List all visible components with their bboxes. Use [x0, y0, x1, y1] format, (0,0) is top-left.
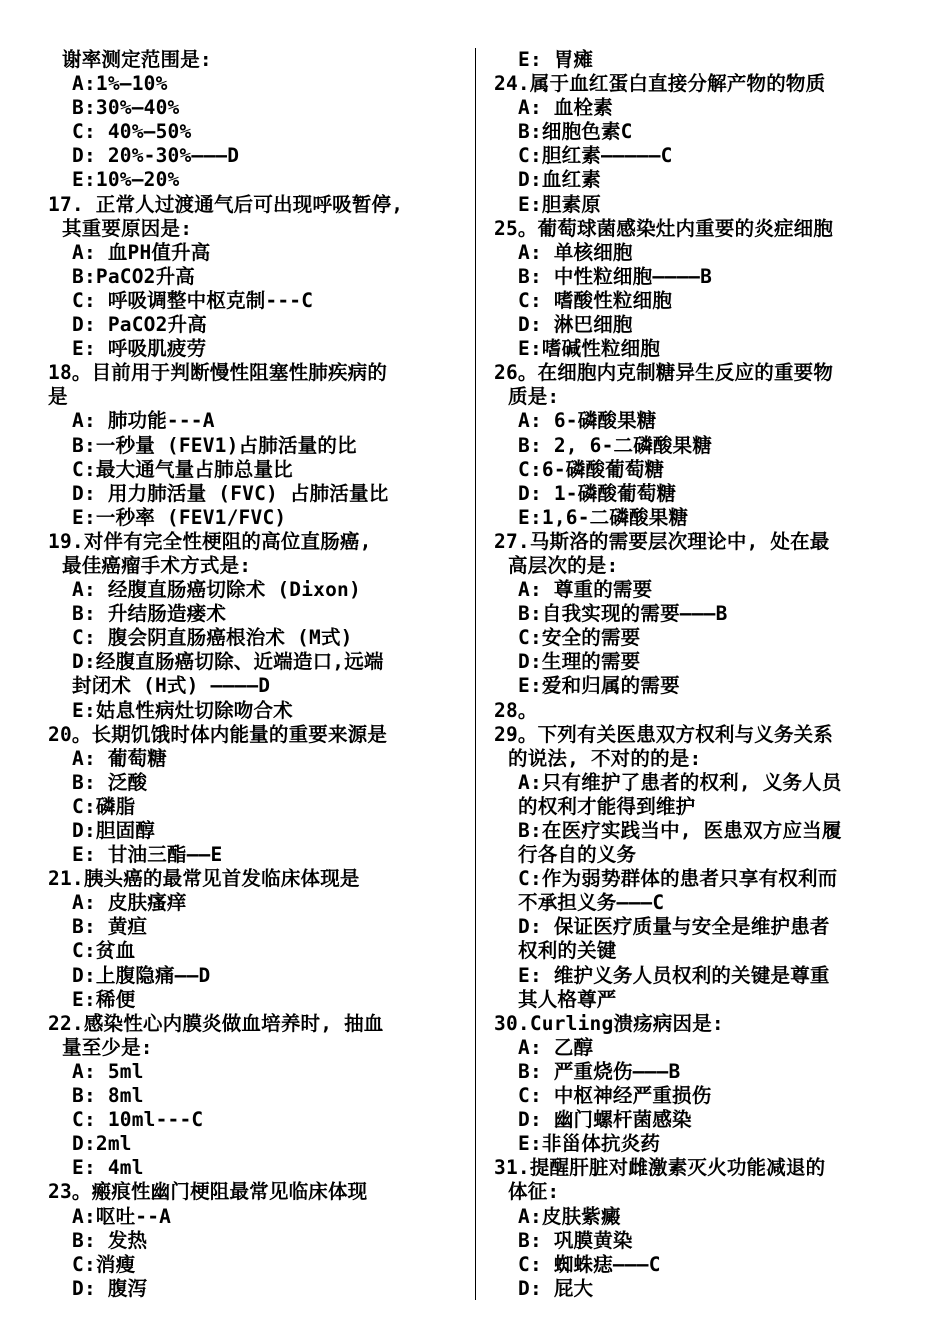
- text-line: 谢率测定范围是:: [62, 48, 212, 71]
- text-line: E:一秒率 (FEV1/FVC): [72, 505, 287, 529]
- text-line: D: 用力肺活量 (FVC) 占肺活量比: [72, 481, 389, 505]
- text-line: E:爱和归属的需要: [518, 674, 680, 698]
- column-divider: [475, 48, 476, 1300]
- text-line: A: 尊重的需要: [518, 578, 653, 602]
- right-column: [494, 48, 914, 1301]
- text-line: C:胆红素—————C: [518, 144, 673, 168]
- text-line: B:30%—40%: [72, 96, 180, 120]
- text-line: A: 血PH值升高: [72, 240, 211, 264]
- text-line: C: 腹会阴直肠癌根治术 (M式): [72, 626, 353, 650]
- text-line: E:姑息性病灶切除吻合术: [72, 698, 293, 722]
- text-line: 28。: [494, 698, 538, 722]
- text-line: E:10%—20%: [72, 168, 180, 192]
- text-line: D: PaCO2升高: [72, 313, 207, 337]
- text-line: C:作为弱势群体的患者只享有权利而: [518, 867, 838, 891]
- text-line: 是: [48, 385, 68, 409]
- text-line: C: 呼吸调整中枢克制---C: [72, 288, 314, 312]
- text-line: D: 20%-30%———D: [72, 144, 240, 168]
- text-line: 封闭术 (H式) ————D: [72, 674, 271, 698]
- text-line: C:最大通气量占肺总量比: [72, 457, 293, 481]
- left-column: [48, 48, 468, 1301]
- text-line: 最佳癌瘤手术方式是:: [62, 553, 252, 577]
- text-line: 量至少是:: [62, 1035, 153, 1059]
- text-line: 的权利才能得到维护: [518, 794, 696, 818]
- text-line: 31.提醒肝脏对雌激素灭火功能减退的: [494, 1156, 826, 1180]
- text-line: 权利的关键: [518, 939, 617, 963]
- text-line: B:一秒量 (FEV1)占肺活量的比: [72, 433, 357, 457]
- text-line: A:只有维护了患者的权利, 义务人员: [518, 770, 842, 794]
- text-line: A:皮肤紫癜: [518, 1204, 621, 1228]
- text-line: D:生理的需要: [518, 650, 641, 674]
- text-line: A: 6-磷酸果糖: [518, 409, 657, 433]
- text-line: E:嗜碱性粒细胞: [518, 337, 661, 361]
- text-line: B: 泛酸: [72, 770, 148, 794]
- text-line: D: 1-磷酸葡萄糖: [518, 481, 677, 505]
- text-line: 行各自的义务: [518, 843, 637, 867]
- text-line: A:1%—10%: [72, 72, 168, 96]
- text-line: A: 葡萄糖: [72, 746, 167, 770]
- text-line: 19.对伴有完全性梗阻的高位直肠癌,: [48, 529, 372, 553]
- text-line: A:呕吐--A: [72, 1204, 172, 1228]
- text-line: D: 屁大: [518, 1276, 594, 1300]
- text-line: 21.胰头癌的最常见首发临床体现是: [48, 867, 360, 891]
- text-line: B:自我实现的需要———B: [518, 602, 728, 626]
- text-line: 20。长期饥饿时体内能量的重要来源是: [48, 722, 388, 746]
- text-line: E: 维护义务人员权利的关键是尊重: [518, 963, 830, 987]
- text-line: 27.马斯洛的需要层次理论中, 处在最: [494, 529, 830, 553]
- text-line: D:上腹隐痛——D: [72, 963, 211, 987]
- text-line: D: 保证医疗质量与安全是维护患者: [518, 915, 830, 939]
- text-line: E:1,6-二磷酸果糖: [518, 505, 689, 529]
- text-line: C:消瘦: [72, 1252, 136, 1276]
- text-line: B: 发热: [72, 1228, 148, 1252]
- text-line: C: 40%—50%: [72, 120, 192, 144]
- text-line: E: 呼吸肌疲劳: [72, 337, 207, 361]
- text-line: 其重要原因是:: [62, 216, 193, 240]
- text-line: E: 甘油三酯——E: [72, 843, 223, 867]
- text-line: D:胆固醇: [72, 819, 155, 842]
- text-line: 不承担义务———C: [518, 891, 665, 915]
- text-line: 体征:: [508, 1180, 560, 1204]
- text-line: E:非甾体抗炎药: [518, 1132, 661, 1156]
- text-line: 22.感染性心内膜炎做血培养时, 抽血: [48, 1011, 384, 1035]
- text-line: D:血红素: [518, 168, 601, 192]
- text-line: C:安全的需要: [518, 626, 641, 650]
- text-line: B:细胞色素C: [518, 120, 633, 144]
- text-line: 26。在细胞内克制糖异生反应的重要物: [494, 361, 834, 385]
- text-line: B: 严重烧伤———B: [518, 1059, 681, 1083]
- text-line: B: 8ml: [72, 1084, 144, 1108]
- text-line: A: 单核细胞: [518, 240, 633, 264]
- text-line: 17. 正常人过渡通气后可出现呼吸暂停,: [48, 192, 404, 216]
- text-line: A: 肺功能---A: [72, 409, 215, 433]
- text-line: D: 腹泻: [72, 1276, 148, 1300]
- text-line: C: 10ml---C: [72, 1108, 204, 1132]
- text-line: A: 经腹直肠癌切除术 (Dixon): [72, 578, 361, 602]
- text-line: C:贫血: [72, 939, 136, 963]
- text-line: E:稀便: [72, 987, 136, 1011]
- text-line: B: 2, 6-二磷酸果糖: [518, 433, 713, 457]
- text-line: C: 蜘蛛痣———C: [518, 1252, 661, 1276]
- text-line: C:6-磷酸葡萄糖: [518, 457, 665, 481]
- text-line: B: 中性粒细胞————B: [518, 264, 713, 288]
- text-line: B: 黄疸: [72, 915, 148, 939]
- text-line: A: 5ml: [72, 1059, 144, 1083]
- text-line: D:2ml: [72, 1132, 132, 1156]
- text-line: B:PaCO2升高: [72, 264, 195, 288]
- text-line: B: 巩膜黄染: [518, 1228, 633, 1252]
- text-line: 24.属于血红蛋白直接分解产物的物质: [494, 72, 826, 96]
- text-line: 其人格尊严: [518, 987, 617, 1011]
- text-line: B: 升结肠造瘘术: [72, 602, 227, 626]
- text-line: C:磷脂: [72, 794, 136, 818]
- text-line: D: 幽门螺杆菌感染: [518, 1108, 692, 1132]
- text-line: E: 4ml: [72, 1156, 144, 1180]
- text-line: A: 血栓素: [518, 96, 613, 120]
- text-line: D: 淋巴细胞: [518, 313, 633, 337]
- text-line: 18。目前用于判断慢性阻塞性肺疾病的: [48, 361, 388, 385]
- text-line: 质是:: [508, 385, 560, 409]
- text-line: 29。下列有关医患双方权利与义务关系: [494, 722, 834, 746]
- text-line: 的说法, 不对的的是:: [508, 746, 702, 770]
- text-line: E:胆素原: [518, 192, 601, 216]
- text-line: A: 乙醇: [518, 1035, 594, 1059]
- text-line: 30.Curling溃疡病因是:: [494, 1011, 724, 1035]
- text-line: A: 皮肤瘙痒: [72, 891, 187, 915]
- text-line: C: 嗜酸性粒细胞: [518, 288, 673, 312]
- text-line: C: 中枢神经严重损伤: [518, 1084, 712, 1108]
- text-line: B:在医疗实践当中, 医患双方应当履: [518, 819, 842, 842]
- text-line: D:经腹直肠癌切除、近端造口,远端: [72, 650, 384, 674]
- text-line: E: 胃瘫: [518, 48, 594, 71]
- text-line: 23。瘢痕性幽门梗阻最常见临床体现: [48, 1180, 368, 1204]
- text-line: 25。葡萄球菌感染灶内重要的炎症细胞: [494, 216, 834, 240]
- text-line: 高层次的是:: [508, 553, 619, 577]
